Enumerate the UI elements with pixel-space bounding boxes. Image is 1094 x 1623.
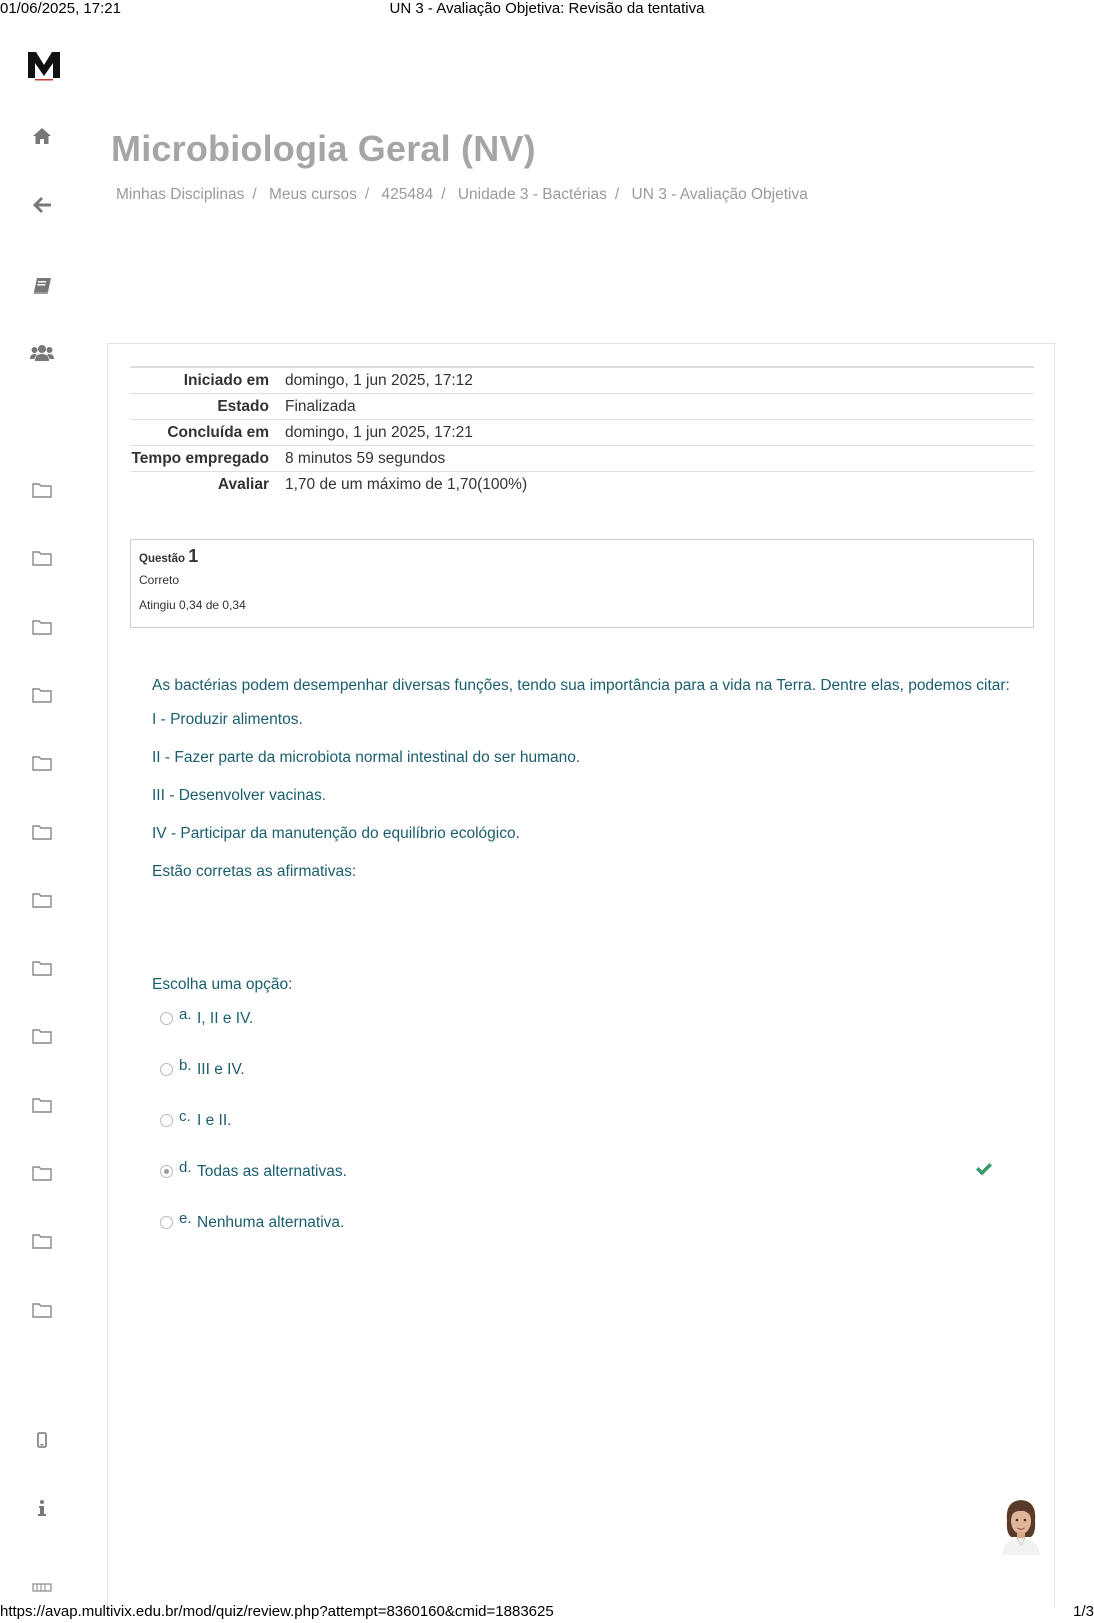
folder-icon[interactable] [30,546,54,570]
users-icon[interactable] [30,341,54,365]
folder-icon[interactable] [30,1298,54,1322]
question-number [139,546,1025,567]
folder-icon[interactable] [30,1093,54,1117]
radio-button[interactable] [160,1063,173,1076]
radio-button-selected[interactable] [160,1165,173,1178]
breadcrumb [116,186,808,204]
breadcrumb-course-id[interactable]: 425484 [381,186,434,203]
breadcrumb-minhas-disciplinas[interactable]: Minhas Disciplinas [116,186,245,203]
statement: I - Produzir alimentos. [152,711,303,728]
folder-icon[interactable] [30,1161,54,1185]
folder-icon[interactable] [30,615,54,639]
quiz-review-card [107,343,1055,1608]
print-header [0,0,1094,18]
summary-value: domingo, 1 jun 2025, 17:21 [285,424,473,441]
question-state: Correto [139,573,180,587]
print-doc-title: UN 3 - Avaliação Objetiva: Revisão da tentativa [389,0,705,17]
answer-option-b[interactable] [160,1057,1000,1083]
summary-row-state [130,394,1034,420]
summary-label: Concluída em [167,424,269,441]
statement: III - Desenvolver vacinas. [152,787,327,804]
radio-button[interactable] [160,1114,173,1127]
question-info-box [130,539,1034,628]
multivix-logo[interactable] [27,48,61,82]
summary-row-time-taken [130,446,1034,472]
summary-row-completed [130,420,1034,446]
assistant-avatar[interactable] [998,1497,1044,1555]
option-letter: b. [179,1057,192,1074]
option-letter: a. [179,1006,192,1023]
folder-icon[interactable] [30,956,54,980]
folder-icon[interactable] [30,751,54,775]
option-letter: c. [179,1108,191,1125]
correct-check-icon [975,1161,993,1177]
folder-icon[interactable] [30,683,54,707]
question-number-value: 1 [188,546,199,566]
print-page-number: 1/3 [1073,1603,1094,1620]
book-icon[interactable] [30,274,54,298]
folder-icon[interactable] [30,1229,54,1253]
mobile-icon[interactable] [30,1428,54,1452]
answer-option-e[interactable] [160,1210,1000,1236]
folder-icon[interactable] [30,1024,54,1048]
breadcrumb-separator: / [441,186,446,203]
option-label: Nenhuma alternativa. [197,1214,345,1231]
home-icon[interactable] [30,124,54,148]
summary-value: 1,70 de um máximo de 1,70(100%) [285,476,528,493]
summary-label: Avaliar [217,476,269,493]
left-sidebar [0,20,90,1600]
statement: IV - Participar da manutenção do equilíbrio ecológico. [152,825,520,842]
question-intro: As bactérias podem desempenhar diversas funções, tendo sua importância para a vida na Terra. Dentre elas, podemos citar: [152,677,1010,694]
summary-label: Iniciado em [183,372,269,389]
option-letter: d. [179,1159,192,1176]
summary-label: Estado [217,398,269,415]
course-title: Microbiologia Geral (NV) [111,128,536,169]
answer-option-d[interactable] [160,1159,1000,1185]
question-grade: Atingiu 0,34 de 0,34 [139,598,246,612]
radio-button[interactable] [160,1012,173,1025]
breadcrumb-quiz[interactable]: UN 3 - Avaliação Objetiva [631,186,808,203]
breadcrumb-separator: / [252,186,257,203]
question-stem: Estão corretas as afirmativas: [152,863,357,880]
option-label: I, II e IV. [197,1010,254,1027]
question-text [152,671,1012,883]
option-label: I e II. [197,1112,232,1129]
info-icon[interactable] [30,1496,54,1520]
summary-value: domingo, 1 jun 2025, 17:12 [285,372,473,389]
breadcrumb-meus-cursos[interactable]: Meus cursos [268,186,357,203]
summary-row-grade [130,472,1034,497]
breadcrumb-unit[interactable]: Unidade 3 - Bactérias [457,186,607,203]
summary-value: Finalizada [285,398,356,415]
print-footer [0,1603,1094,1623]
answer-option-c[interactable] [160,1108,1000,1134]
summary-label: Tempo empregado [131,450,269,467]
folder-icon[interactable] [30,820,54,844]
keyboard-icon[interactable] [30,1576,54,1600]
attempt-summary-table [130,366,1034,497]
summary-row-started [130,368,1034,394]
answer-option-a[interactable] [160,1006,1000,1032]
breadcrumb-separator: / [614,186,620,203]
option-label: Todas as alternativas. [197,1163,347,1180]
option-label: III e IV. [197,1061,245,1078]
folder-icon[interactable] [30,888,54,912]
breadcrumb-separator: / [364,186,370,203]
radio-button[interactable] [160,1216,173,1229]
print-datetime: 01/06/2025, 17:21 [0,0,121,17]
option-letter: e. [179,1210,192,1227]
question-label: Questão [139,553,186,565]
choose-option-prompt: Escolha uma opção: [152,976,293,993]
statement: II - Fazer parte da microbiota normal intestinal do ser humano. [152,749,581,766]
folder-icon[interactable] [30,478,54,502]
summary-value: 8 minutos 59 segundos [285,450,446,467]
back-arrow-icon[interactable] [30,193,54,217]
print-url: https://avap.multivix.edu.br/mod/quiz/review.php?attempt=8360160&cmid=1883625 [0,1603,554,1620]
